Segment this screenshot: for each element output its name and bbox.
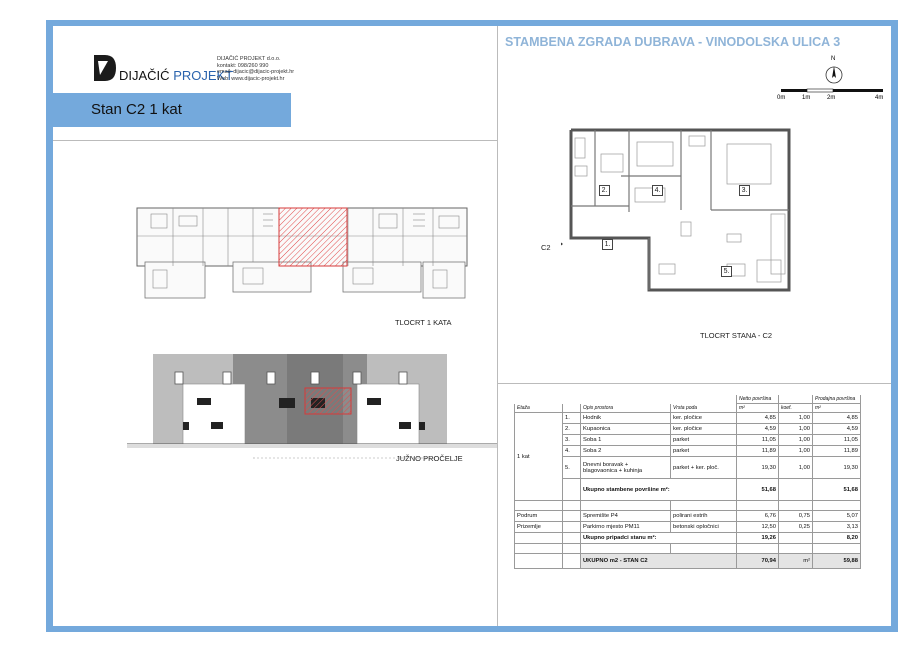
row-name (581, 457, 671, 479)
extra-koef: 0,75 (779, 511, 813, 522)
extra-row (515, 511, 861, 522)
logo-text-accent: PROJEKT (173, 68, 234, 83)
subtotal-label: Ukupno stambene površine m²: (581, 479, 737, 501)
row-name: Hodnik (581, 413, 671, 424)
header-netto-unit: m² (737, 404, 779, 413)
header-netto: Netto površina (737, 395, 779, 404)
unit-floor-plan (561, 122, 801, 298)
spacer-row (515, 544, 861, 554)
vertical-divider (497, 26, 498, 626)
scale-bar-icon (781, 88, 885, 94)
row-name: Soba 1 (581, 435, 671, 446)
row-koef: 1,00 (779, 457, 813, 479)
header-koef: koef. (779, 404, 813, 413)
room-number-3: 3. (739, 185, 750, 196)
subtotal-netto: 51,68 (737, 479, 779, 501)
room-number-2: 2. (599, 185, 610, 196)
extra-netto: 6,76 (737, 511, 779, 522)
extra-level: Podrum (515, 511, 563, 522)
row-koef: 1,00 (779, 413, 813, 424)
unit-title-bar (53, 93, 291, 127)
extra-floor: betonski opločnici (671, 522, 737, 533)
room-number-5: 5. (721, 266, 732, 277)
row-sale: 4,85 (813, 413, 861, 424)
extras-total-row (515, 533, 861, 544)
row-netto: 4,85 (737, 413, 779, 424)
row-sale: 4,59 (813, 424, 861, 435)
row-no: 3. (563, 435, 581, 446)
grand-total-netto: 70,94 (737, 554, 779, 569)
extras-total-label: Ukupno pripadci stanu m²: (581, 533, 737, 544)
contact-company: DIJAČIĆ PROJEKT d.o.o. (217, 56, 281, 62)
extra-row (515, 522, 861, 533)
contact-email: email: dijacic@dijacic-projekt.hr (217, 69, 295, 76)
extra-level: Prizemlje (515, 522, 563, 533)
row-netto: 11,05 (737, 435, 779, 446)
row-name-line1: Dnevni boravak + (583, 461, 629, 468)
row-koef: 1,00 (779, 435, 813, 446)
extras-total-netto: 19,26 (737, 533, 779, 544)
row-name: Kupaonica (581, 424, 671, 435)
company-contact (217, 56, 294, 82)
area-table (514, 395, 861, 569)
table-header-top (515, 395, 861, 404)
row-no: 1. (563, 413, 581, 424)
logo-mark-icon (93, 54, 117, 82)
subtotal-sale: 51,68 (813, 479, 861, 501)
south-facade (127, 346, 497, 464)
extras-total-sale: 8,20 (813, 533, 861, 544)
extra-name: Spremište P4 (581, 511, 671, 522)
row-floor: parket (671, 435, 737, 446)
row-netto: 4,59 (737, 424, 779, 435)
row-sale: 19,30 (813, 457, 861, 479)
unit-plan-label: TLOCRT STANA - C2 (700, 331, 773, 340)
scale-bar (775, 88, 885, 108)
row-netto: 11,89 (737, 446, 779, 457)
contact-phone: kontakt: 098/260 990 (217, 62, 269, 69)
north-arrow (823, 54, 845, 90)
grand-total-unit: m² (779, 554, 813, 569)
row-no: 5. (563, 457, 581, 479)
extra-netto: 12,50 (737, 522, 779, 533)
scale-4: 4m (875, 95, 884, 101)
header-etaza: Etaža (515, 404, 563, 413)
sheet (53, 26, 891, 626)
table-row (515, 435, 861, 446)
scale-0: 0m (777, 95, 786, 101)
grand-total-sale: 59,88 (813, 554, 861, 569)
unit-title: Stan C2 1 kat (91, 101, 182, 118)
scale-2: 2m (827, 95, 836, 101)
grand-total-label: UKUPNO m2 - STAN C2 (581, 554, 737, 569)
extra-name: Parkirno mjesto PM11 (581, 522, 671, 533)
contact-web: Web: www.dijacic-projekt.hr (217, 75, 285, 82)
table-header (515, 404, 861, 413)
floor-plan-label: TLOCRT 1 KATA (395, 318, 452, 327)
north-label: N (831, 56, 836, 62)
row-no: 4. (563, 446, 581, 457)
row-sale: 11,89 (813, 446, 861, 457)
logo-text: DIJAČIĆ (119, 68, 170, 83)
room-number-1: 1. (602, 239, 613, 250)
row-floor: ker. pločice (671, 413, 737, 424)
header-opis: Opis prostora (581, 404, 671, 413)
header-vrsta: Vrsta poda (671, 404, 737, 413)
scale-1: 1m (802, 95, 811, 101)
facade-label: JUŽNO PROČELJE (396, 454, 463, 463)
building-title: STAMBENA ZGRADA DUBRAVA - VINODOLSKA ULICA 3 (505, 35, 841, 49)
highlighted-unit-facade (305, 388, 351, 414)
extra-sale: 3,13 (813, 522, 861, 533)
floor-plan-overview (133, 202, 473, 302)
right-divider (497, 383, 891, 384)
row-floor: parket + ker. ploč. (671, 457, 737, 479)
row-name-line2: blagovaonica + kuhinja (583, 467, 643, 474)
extra-koef: 0,25 (779, 522, 813, 533)
page-frame (46, 20, 898, 632)
row-netto: 19,30 (737, 457, 779, 479)
compass-icon (823, 64, 845, 86)
row-floor: ker. pločice (671, 424, 737, 435)
room-number-4: 4. (652, 185, 663, 196)
table-row (515, 446, 861, 457)
header-prodajna-unit: m² (813, 404, 861, 413)
extra-sale: 5,07 (813, 511, 861, 522)
left-divider (53, 140, 497, 141)
grand-total-row (515, 554, 861, 569)
row-koef: 1,00 (779, 446, 813, 457)
subtotal-row (515, 479, 861, 501)
floor-label: 1 kat (515, 413, 563, 501)
table-row (515, 424, 861, 435)
row-no: 2. (563, 424, 581, 435)
row-name: Soba 2 (581, 446, 671, 457)
highlighted-unit-plan (279, 208, 347, 266)
entrance-label: C2 (541, 243, 551, 252)
table-row (515, 457, 861, 479)
row-floor: parket (671, 446, 737, 457)
table-row (515, 413, 861, 424)
row-koef: 1,00 (779, 424, 813, 435)
header-prodajna: Prodajna površina (813, 395, 861, 404)
row-sale: 11,05 (813, 435, 861, 446)
spacer-row (515, 501, 861, 511)
extra-floor: polirani estrih (671, 511, 737, 522)
